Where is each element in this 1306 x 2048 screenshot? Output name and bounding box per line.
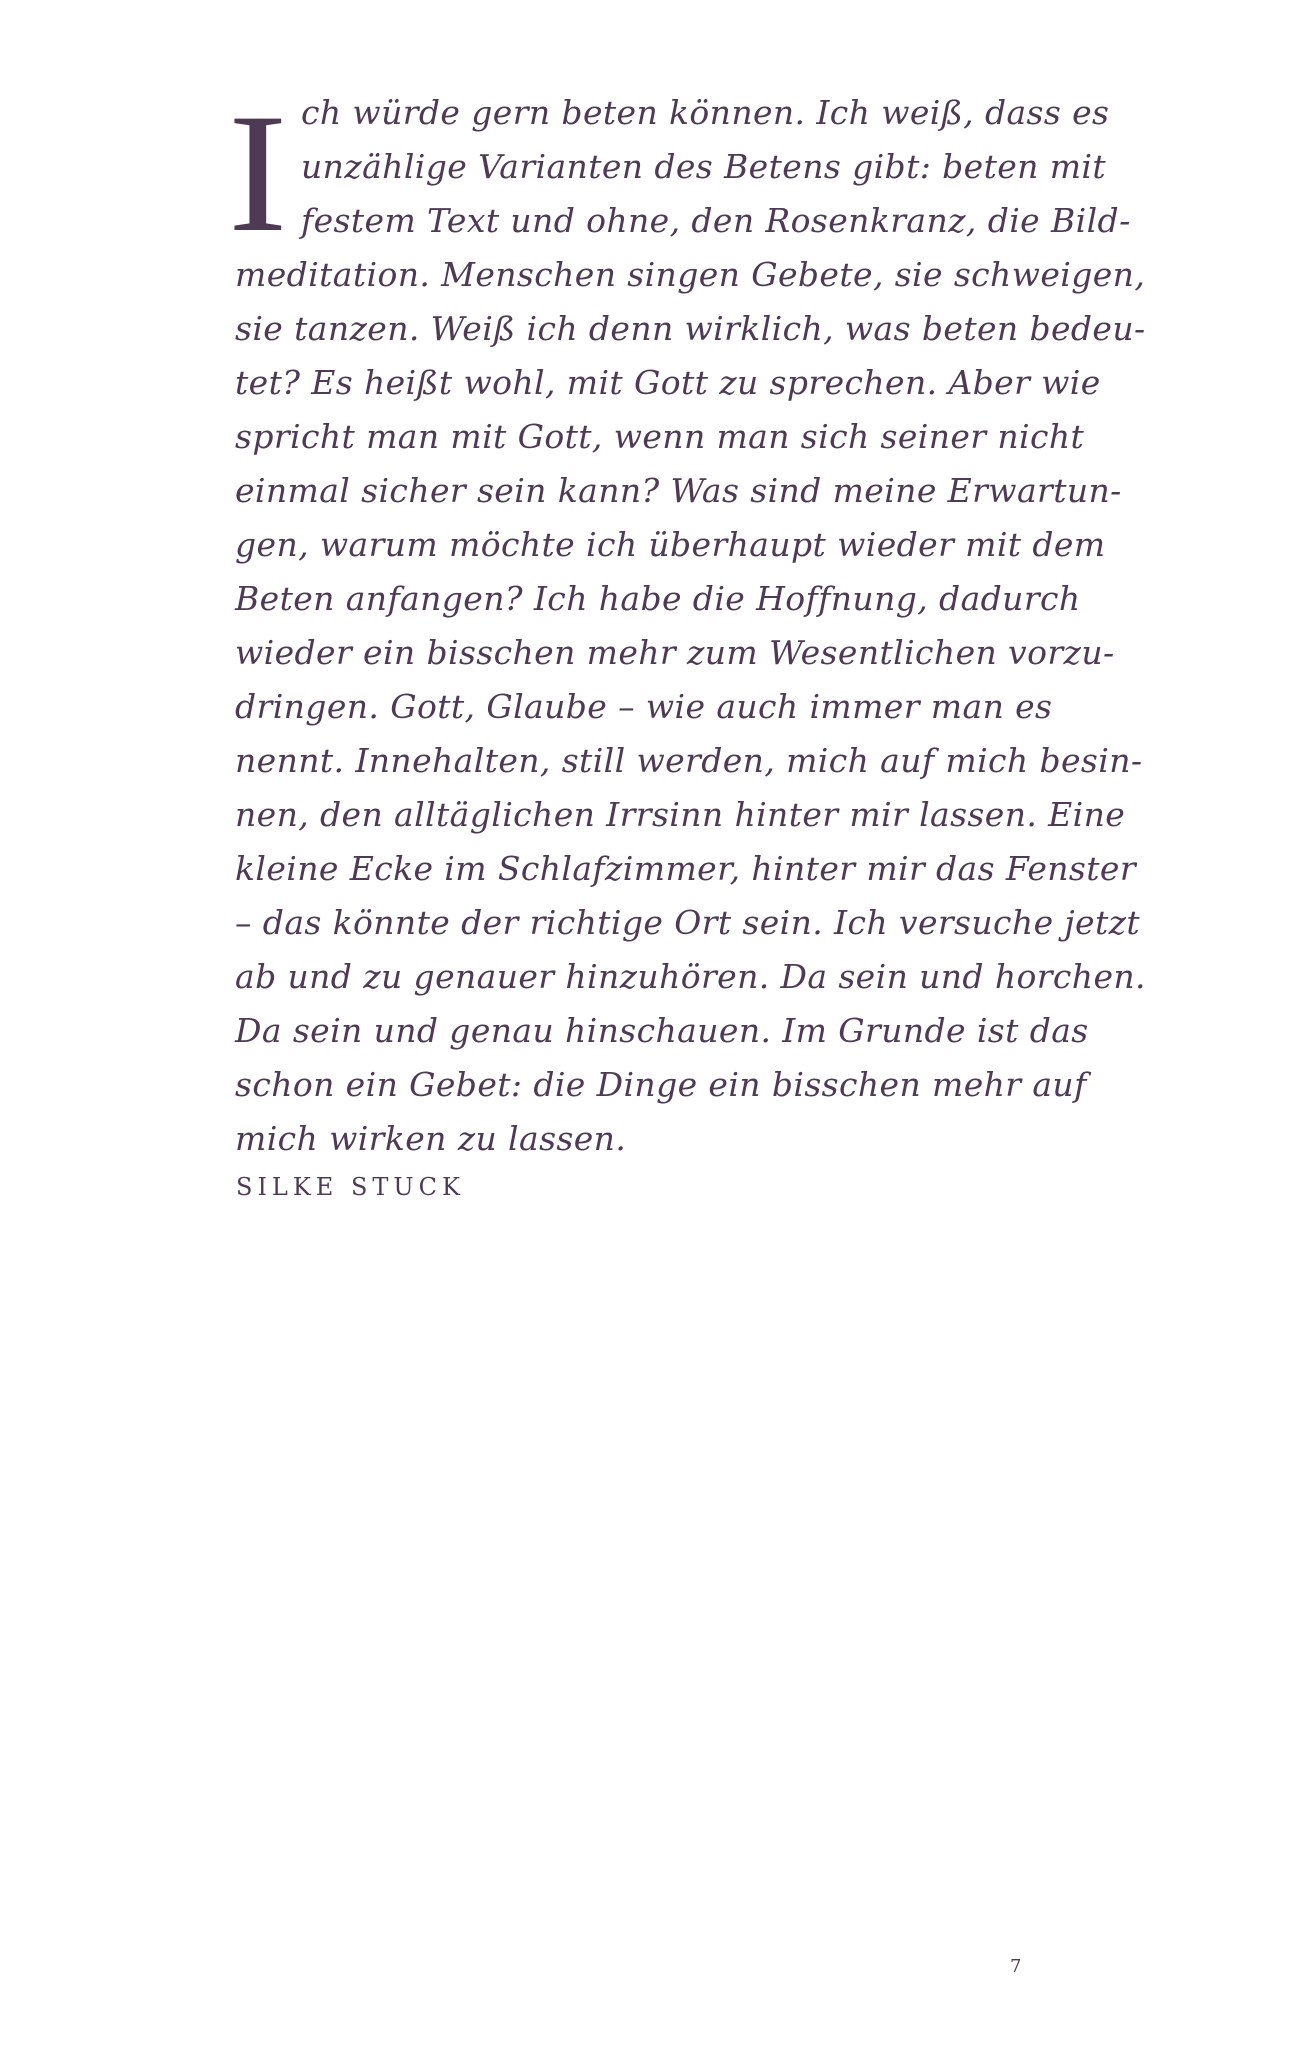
- text-line: einmal sicher sein kann? Was sind meine Erwartun-: [235, 471, 1122, 510]
- text-line: dringen. Gott, Glaube – wie auch immer man es: [235, 687, 1053, 726]
- text-line: Beten anfangen? Ich habe die Hoffnung, dadurch: [235, 579, 1081, 618]
- text-line: wieder ein bisschen mehr zum Wesentlichen vorzu-: [235, 633, 1115, 672]
- text-line: schon ein Gebet: die Dinge ein bisschen mehr auf: [235, 1065, 1087, 1104]
- text-line: mich wirken zu lassen.: [235, 1119, 627, 1158]
- text-line: sie tanzen. Weiß ich denn wirklich, was beten bedeu-: [235, 309, 1146, 348]
- text-line: – das könnte der richtige Ort sein. Ich versuche jetzt: [235, 903, 1141, 942]
- text-line: nen, den alltäglichen Irrsinn hinter mir lassen. Eine: [235, 795, 1126, 834]
- text-line: nennt. Innehalten, still werden, mich auf mich besin-: [235, 741, 1143, 780]
- drop-cap: I: [228, 79, 288, 267]
- body-text: [235, 86, 1175, 1166]
- text-line: spricht man mit Gott, wenn man sich seiner nicht: [235, 417, 1085, 456]
- text-line: festem Text und ohne, den Rosenkranz, die Bild-: [301, 201, 1131, 240]
- text-line: tet? Es heißt wohl, mit Gott zu sprechen. Aber wie: [235, 363, 1101, 402]
- text-line: kleine Ecke im Schlafzimmer, hinter mir das Fenster: [235, 849, 1137, 888]
- text-line: ab und zu genauer hinzuhören. Da sein und horchen.: [235, 957, 1146, 996]
- text-line: Da sein und genau hinschauen. Im Grunde ist das: [235, 1011, 1089, 1050]
- text-line: ch würde gern beten können. Ich weiß, dass es: [301, 93, 1110, 132]
- page-number: 7: [1010, 1956, 1022, 1977]
- text-line: gen, warum möchte ich überhaupt wieder mit dem: [235, 525, 1106, 564]
- text-line: meditation. Menschen singen Gebete, sie schweigen,: [235, 255, 1146, 294]
- author-name: SILKE STUCK: [236, 1173, 465, 1201]
- text-line: unzählige Varianten des Betens gibt: beten mit: [301, 147, 1107, 186]
